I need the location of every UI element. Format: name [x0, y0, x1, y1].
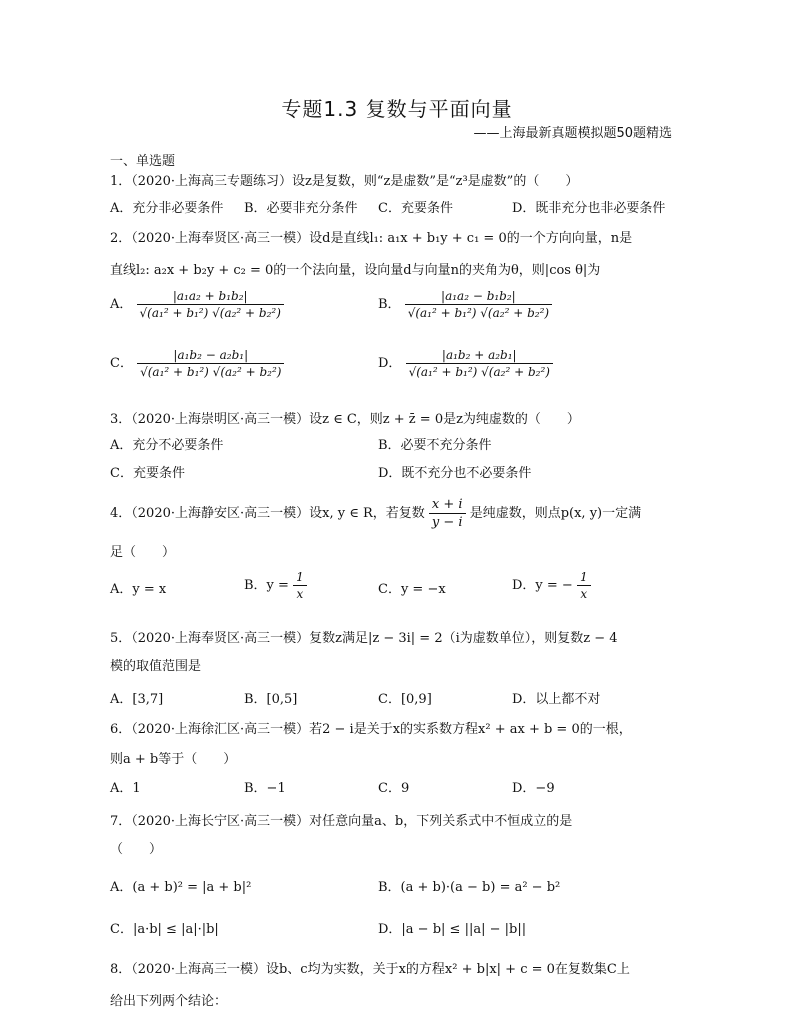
question-5-stem-line2: 模的取值范围是 [110, 659, 202, 674]
question-2-option-c [110, 348, 284, 379]
option-label: D． [378, 356, 402, 371]
fraction-denominator: √(a₁² + b₁²) √(a₂² + b₂²) [408, 365, 550, 379]
fraction-denominator: √(a₁² + b₁²) √(a₂² + b₂²) [407, 306, 550, 320]
question-3-option-b: B．必要不充分条件 [378, 438, 492, 453]
question-6-option-c: C．9 [378, 781, 410, 796]
option-fraction [405, 289, 552, 320]
option-fraction [137, 348, 284, 379]
option-fraction [137, 289, 284, 320]
question-6-option-d: D．−9 [512, 781, 555, 796]
fraction-numerator: |a₁a₂ + b₁b₂| [137, 289, 284, 305]
question-5-option-b: B．[0,5] [244, 692, 298, 707]
fraction-denominator: y − i [431, 515, 463, 530]
fraction-numerator: 1 [577, 570, 591, 586]
option-label: A． [110, 297, 133, 312]
question-6-option-a: A．1 [110, 781, 141, 796]
option-label: B．y = [244, 578, 289, 593]
question-4-option-c: C．y = −x [378, 582, 446, 597]
question-7-option-a: A．(a + b)² = |a + b|² [110, 880, 252, 895]
question-6-stem-line1: 6．（2020·上海徐汇区·高三一模）若2 − i是关于x的实系数方程x² + ax + b = 0的一根， [110, 722, 632, 737]
fraction-numerator: |a₁b₂ + a₂b₁| [406, 348, 553, 364]
question-6-stem-line2: 则a + b等于（ ） [110, 752, 237, 767]
question-5-option-c: C．[0,9] [378, 692, 432, 707]
option-fraction [293, 570, 307, 601]
question-1-option-d: D．既非充分也非必要条件 [512, 201, 666, 216]
document-subtitle: ——上海最新真题模拟题50题精选 [473, 126, 672, 141]
question-5-option-d: D．以上都不对 [512, 692, 601, 707]
document-title: 专题1.3 复数与平面向量 [281, 97, 513, 121]
question-2-stem-line1: 2．（2020·上海奉贤区·高三一模）设d是直线l₁: a₁x + b₁y + c₁ = 0的一个方向向量，n是 [110, 231, 633, 246]
question-5-option-a: A．[3,7] [110, 692, 164, 707]
question-2-option-a [110, 289, 284, 320]
option-label: D．y = − [512, 578, 573, 593]
question-3-option-a: A．充分不必要条件 [110, 438, 224, 453]
question-4-option-d [512, 570, 591, 601]
question-8-stem-line2: 给出下列两个结论： [110, 994, 228, 1009]
question-4-stem-line1 [110, 497, 641, 530]
question-3-stem: 3．（2020·上海崇明区·高三一模）设z ∈ C，则z + z̄ = 0是z为纯虚数的（ ） [110, 412, 580, 427]
stem-text-b: 是纯虚数，则点p(x, y)一定满 [469, 506, 642, 521]
question-1-option-b: B．必要非充分条件 [244, 201, 358, 216]
fraction-numerator: x + i [429, 497, 466, 514]
question-8-stem-line1: 8．（2020·上海高三一模）设b、c均为实数，关于x的方程x² + b|x| + c = 0在复数集C上 [110, 962, 630, 977]
fraction-numerator: |a₁b₂ − a₂b₁| [137, 348, 284, 364]
question-7-option-c: C．|a·b| ≤ |a|·|b| [110, 922, 219, 937]
question-5-stem-line1: 5．（2020·上海奉贤区·高三一模）复数z满足|z − 3i| = 2（i为虚数单位），则复数z − 4 [110, 631, 618, 646]
question-4-option-a: A．y = x [110, 582, 167, 597]
question-1-option-c: C．充要条件 [378, 201, 453, 216]
question-7-stem-line1: 7．（2020·上海长宁区·高三一模）对任意向量a、b，下列关系式中不恒成立的是 [110, 814, 573, 829]
question-2-option-d [378, 348, 553, 379]
question-7-option-b: B．(a + b)·(a − b) = a² − b² [378, 880, 561, 895]
fraction-numerator: |a₁a₂ − b₁b₂| [405, 289, 552, 305]
fraction-numerator: 1 [293, 570, 307, 586]
question-6-option-b: B．−1 [244, 781, 286, 796]
question-1-stem: 1．（2020·上海高三专题练习）设z是复数，则“z是虚数”是“z³是虚数”的（ ） [110, 174, 579, 189]
fraction-denominator: x [580, 587, 588, 601]
question-4-stem-line2: 足（ ） [110, 545, 176, 560]
section-heading: 一、单选题 [110, 154, 176, 169]
question-3-option-c: C．充要条件 [110, 466, 185, 481]
option-fraction [577, 570, 591, 601]
question-4-option-b [244, 570, 307, 601]
option-label: C． [110, 356, 133, 371]
question-7-stem-line2: （ ） [110, 842, 163, 857]
fraction-denominator: √(a₁² + b₁²) √(a₂² + b₂²) [140, 365, 282, 379]
option-label: B． [378, 297, 401, 312]
option-fraction [406, 348, 553, 379]
question-1-option-a: A．充分非必要条件 [110, 201, 224, 216]
question-3-option-d: D．既不充分也不必要条件 [378, 466, 532, 481]
stem-text-a: 4．（2020·上海静安区·高三一模）设x, y ∈ R，若复数 [110, 506, 425, 521]
complex-fraction [429, 497, 466, 530]
question-2-option-b [378, 289, 552, 320]
question-2-stem-line2: 直线l₂: a₂x + b₂y + c₂ = 0的一个法向量，设向量d与向量n的夹角为θ，则|cos θ|为 [110, 263, 601, 278]
question-7-option-d: D．|a − b| ≤ ||a| − |b|| [378, 922, 527, 937]
fraction-denominator: x [296, 587, 304, 601]
fraction-denominator: √(a₁² + b₁²) √(a₂² + b₂²) [139, 306, 281, 320]
